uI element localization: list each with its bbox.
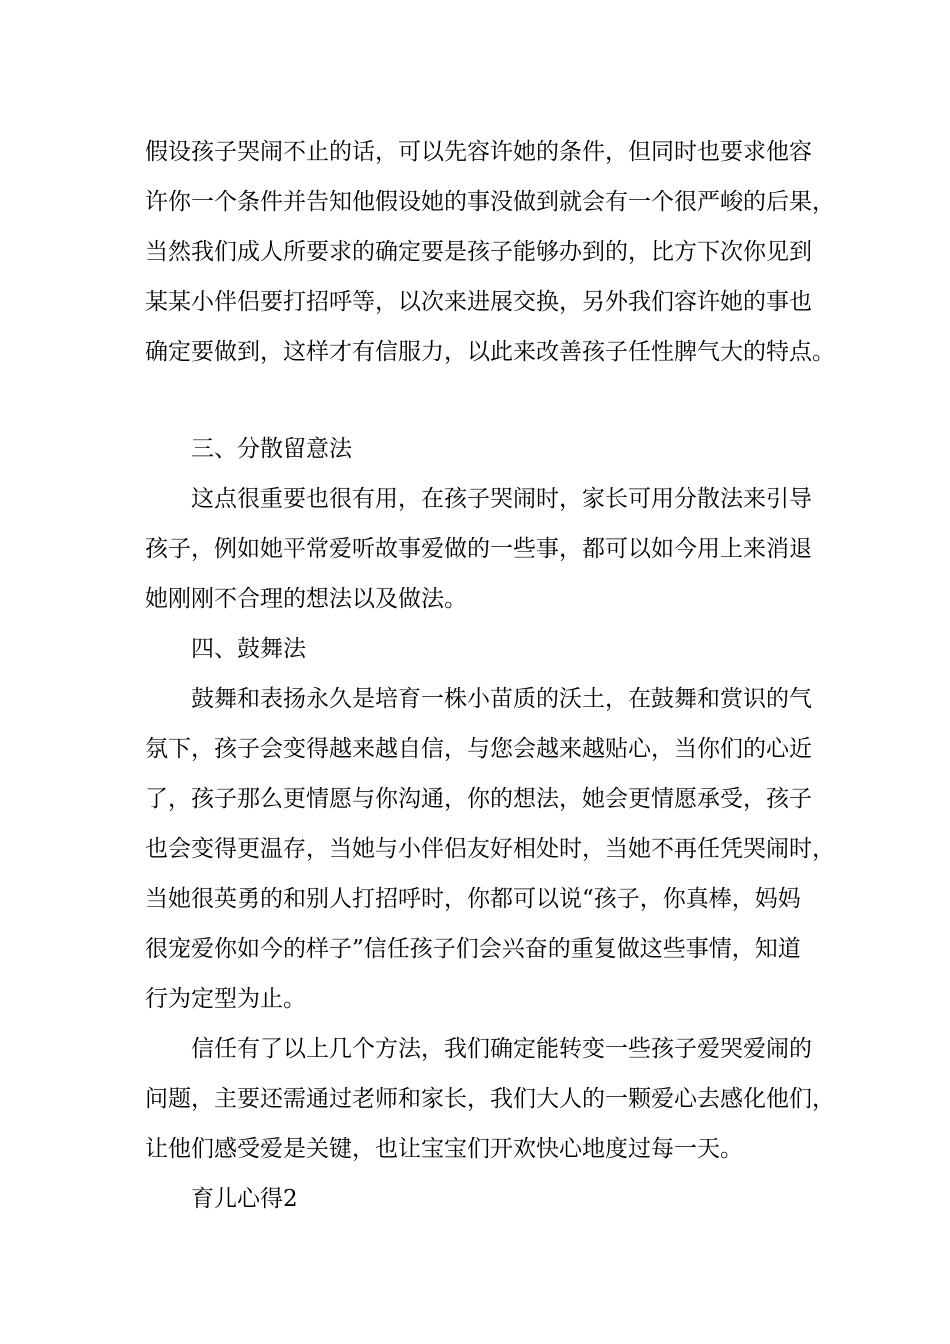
- paragraph-line: 许你一个条件并告知他假设她的事没做到就会有一个很严峻的后果，: [145, 189, 835, 215]
- paragraph-line: 孩子，例如她平常爱听故事爱做的一些事，都可以如今用上来消退: [145, 536, 812, 562]
- paragraph-line: 问题，主要还需通过老师和家长，我们大人的一颗爱心去感化他们，: [145, 1086, 835, 1112]
- paragraph-line: 某某小伴侣要打招呼等，以次来进展交换，另外我们容许她的事也: [145, 289, 812, 315]
- paragraph-line: 了，孩子那么更情愿与你沟通，你的想法，她会更情愿承受，孩子: [145, 786, 812, 812]
- paragraph-line: 她刚刚不合理的想法以及做法。: [145, 586, 467, 612]
- paragraph-line: 鼓舞和表扬永久是培育一株小苗质的沃土，在鼓舞和赏识的气: [191, 686, 812, 712]
- paragraph-line: 很宠爱你如今的样子”信任孩子们会兴奋的重复做这些事情，知道: [145, 936, 801, 962]
- paragraph-line: 氛下，孩子会变得越来越自信，与您会越来越贴心，当你们的心近: [145, 736, 812, 762]
- paragraph-line: 让他们感受爱是关键，也让宝宝们开欢快心地度过每一天。: [145, 1136, 743, 1162]
- paragraph-line: 也会变得更温存，当她与小伴侣友好相处时，当她不再任凭哭闹时，: [145, 836, 835, 862]
- paragraph-line: 信任有了以上几个方法，我们确定能转变一些孩子爱哭爱闹的: [191, 1036, 812, 1062]
- paragraph-line: 确定要做到，这样才有信服力，以此来改善孩子任性脾气大的特点。: [145, 339, 835, 365]
- next-section-title: 育儿心得2: [191, 1186, 298, 1212]
- section-heading-encouragement: 四、鼓舞法: [191, 636, 306, 662]
- paragraph-line: 假设孩子哭闹不止的话，可以先容许她的条件，但同时也要求他容: [145, 139, 812, 165]
- paragraph-line: 这点很重要也很有用，在孩子哭闹时，家长可用分散法来引导: [191, 486, 812, 512]
- section-heading-distraction: 三、分散留意法: [191, 436, 352, 462]
- paragraph-line: 当然我们成人所要求的确定要是孩子能够办到的，比方下次你见到: [145, 239, 812, 265]
- paragraph-line: 当她很英勇的和别人打招呼时，你都可以说“孩子，你真棒，妈妈: [145, 886, 801, 912]
- paragraph-line: 行为定型为止。: [145, 986, 306, 1012]
